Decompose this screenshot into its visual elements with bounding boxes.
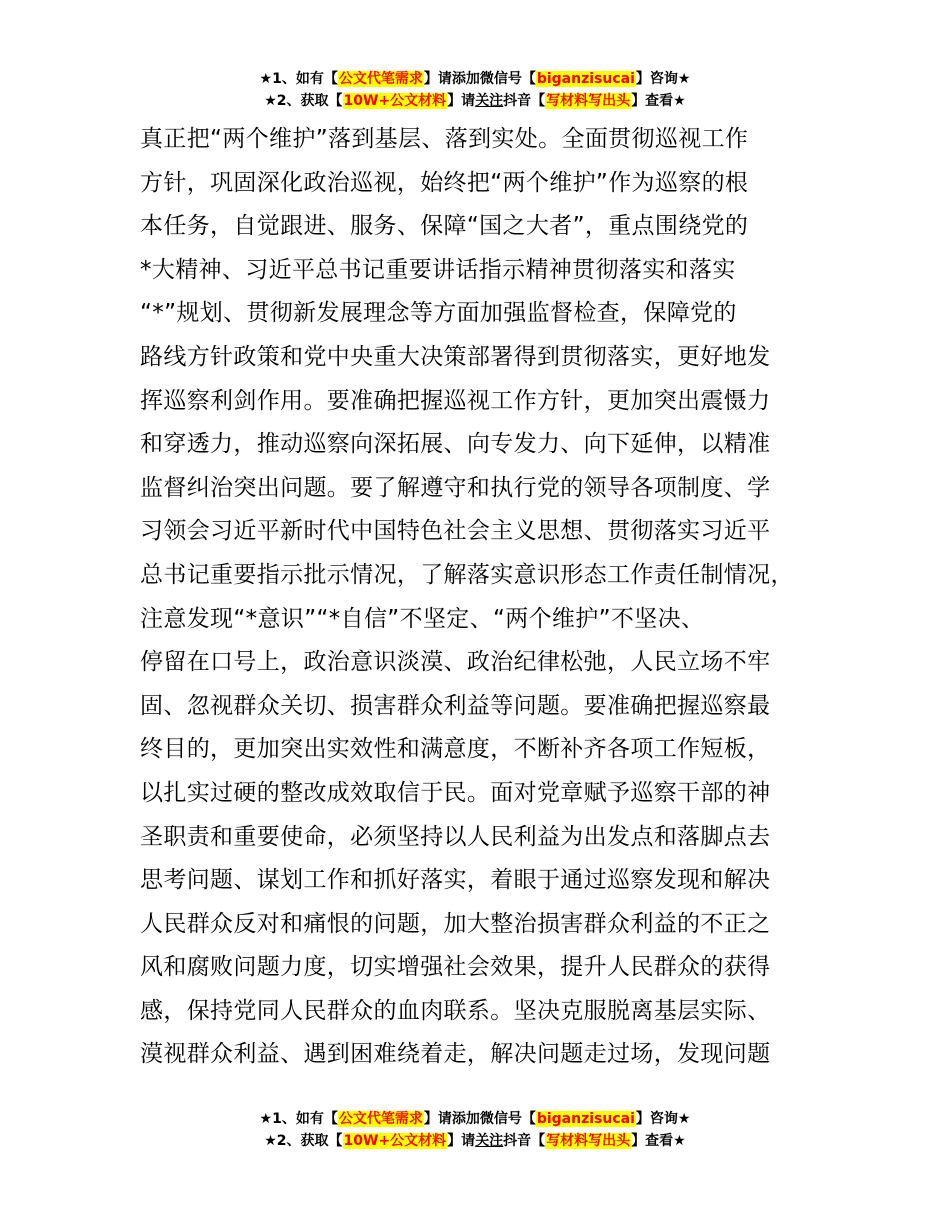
body-line: 方针，巩固深化政治巡视，始终把“两个维护”作为巡察的根 — [140, 169, 749, 196]
header-line-1 — [0, 68, 950, 90]
body-line: 监督纠治突出问题。要了解遵守和执行党的领导各项制度、学 — [140, 474, 771, 501]
body-line: *大精神、习近平总书记重要讲话指示精神贯彻落实和落实 — [140, 256, 736, 283]
footer-line-2-prefix: ★2、获取【 — [264, 1133, 343, 1149]
header-line-1-suffix: 】咨询★ — [635, 71, 691, 87]
header-line-2-mid: 】请 — [447, 93, 476, 109]
body-line: 和穿透力，推动巡察向深拓展、向专发力、向下延伸，以精准 — [140, 431, 771, 458]
body-line: 圣职责和重要使命，必须坚持以人民利益为出发点和落脚点去 — [140, 823, 771, 850]
header-line-2-suffix: 】查看★ — [631, 93, 686, 109]
footer-line-1-prefix: ★1、如有【 — [259, 1111, 338, 1127]
wechat-id-highlight: biganzisucai — [536, 1111, 635, 1127]
body-line: 以扎实过硬的整改成效取信于民。面对党章赋予巡察干部的神 — [140, 779, 771, 806]
footer-line-2-suffix: 】查看★ — [631, 1133, 686, 1149]
materials-highlight: 10W+公文材料 — [343, 93, 447, 109]
body-line: 注意发现“*意识”“*自信”不坚定、“两个维护”不坚决、 — [140, 605, 705, 632]
wechat-id-highlight: biganzisucai — [536, 71, 635, 87]
body-line: 终目的，更加突出实效性和满意度，不断补齐各项工作短板， — [140, 736, 771, 763]
footer-line-2 — [0, 1130, 950, 1152]
document-body — [140, 118, 840, 1077]
body-line: 感，保持党同人民群众的血肉联系。坚决克服脱离基层实际、 — [140, 997, 771, 1024]
footer-line-1 — [0, 1108, 950, 1130]
footer-line-2-mid: 】请 — [447, 1133, 476, 1149]
body-line: 挥巡察利剑作用。要准确把握巡视工作方针，更加突出震慑力 — [140, 387, 771, 414]
ghostwriting-highlight: 公文代笔需求 — [338, 1111, 423, 1127]
footer-banner — [0, 1108, 950, 1152]
header-banner — [0, 68, 950, 112]
header-line-2-prefix: ★2、获取【 — [264, 93, 343, 109]
body-line: 本任务，自觉跟进、服务、保障“国之大者”，重点围绕党的 — [140, 213, 749, 240]
douyin-account-highlight: 写材料写出头 — [546, 93, 631, 109]
body-line: 风和腐败问题力度，切实增强社会效果，提升人民群众的获得 — [140, 954, 771, 981]
body-line: 漠视群众利益、遇到困难绕着走，解决问题走过场，发现问题 — [140, 1041, 771, 1068]
body-line: 总书记重要指示批示情况，了解落实意识形态工作责任制情况， — [140, 561, 794, 588]
header-line-1-mid: 】请添加微信号【 — [423, 71, 536, 87]
footer-line-1-suffix: 】咨询★ — [635, 1111, 691, 1127]
body-line: 思考问题、谋划工作和抓好落实，着眼于通过巡察发现和解决 — [140, 867, 771, 894]
body-line: 真正把“两个维护”落到基层、落到实处。全面贯彻巡视工作 — [140, 126, 749, 152]
body-line: 停留在口号上，政治意识淡漠、政治纪律松弛，人民立场不牢 — [140, 649, 771, 676]
body-line: 固、忽视群众关切、损害群众利益等问题。要准确把握巡察最 — [140, 692, 771, 719]
footer-line-1-mid: 】请添加微信号【 — [423, 1111, 536, 1127]
follow-underlined: 关注 — [475, 93, 504, 109]
body-line: 人民群众反对和痛恨的问题，加大整治损害群众利益的不正之 — [140, 910, 771, 937]
ghostwriting-highlight: 公文代笔需求 — [338, 71, 423, 87]
body-line: 习领会习近平新时代中国特色社会主义思想、贯彻落实习近平 — [140, 518, 771, 545]
header-line-2 — [0, 90, 950, 112]
douyin-account-highlight: 写材料写出头 — [546, 1133, 631, 1149]
materials-highlight: 10W+公文材料 — [343, 1133, 447, 1149]
follow-underlined: 关注 — [475, 1133, 504, 1149]
header-line-1-prefix: ★1、如有【 — [259, 71, 338, 87]
body-line: 路线方针政策和党中央重大决策部署得到贯彻落实，更好地发 — [140, 343, 771, 370]
body-line: “*”规划、贯彻新发展理念等方面加强监督检查，保障党的 — [140, 300, 737, 327]
header-line-2-mid2: 抖音【 — [503, 93, 546, 109]
footer-line-2-mid2: 抖音【 — [503, 1133, 546, 1149]
